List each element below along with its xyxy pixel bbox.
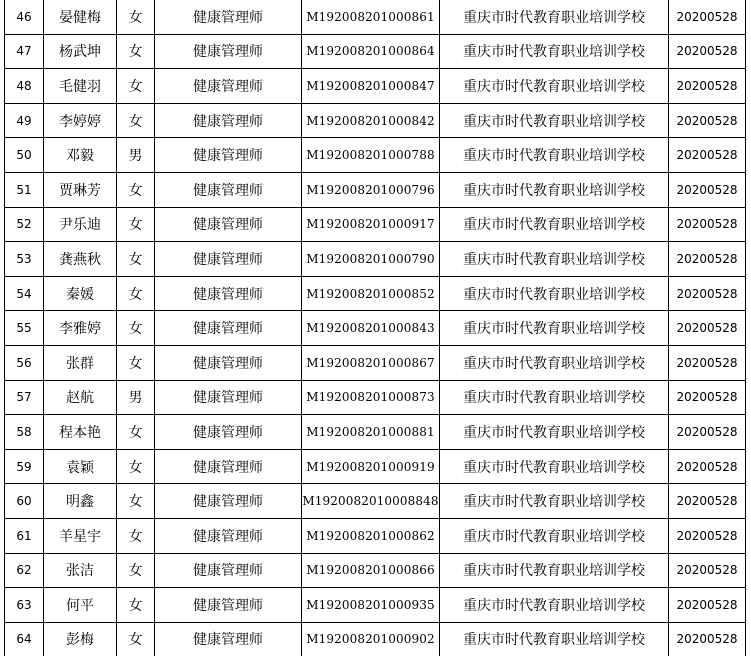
certificate-number-cell: M192008201000867 xyxy=(302,345,440,380)
gender-cell: 女 xyxy=(117,276,155,311)
certificate-number-cell: M192008201000852 xyxy=(302,276,440,311)
date-cell: 20200528 xyxy=(669,415,746,450)
row-number-cell: 52 xyxy=(5,207,44,242)
school-cell: 重庆市时代教育职业培训学校 xyxy=(440,276,669,311)
row-number-cell: 49 xyxy=(5,103,44,138)
certificate-number-cell: M1920082010008848 xyxy=(302,484,440,519)
gender-cell: 女 xyxy=(117,588,155,623)
gender-cell: 女 xyxy=(117,553,155,588)
date-cell: 20200528 xyxy=(669,69,746,104)
name-cell: 晏健梅 xyxy=(44,0,117,34)
school-cell: 重庆市时代教育职业培训学校 xyxy=(440,588,669,623)
school-cell: 重庆市时代教育职业培训学校 xyxy=(440,449,669,484)
row-number-cell: 54 xyxy=(5,276,44,311)
certificate-number-cell: M192008201000862 xyxy=(302,518,440,553)
row-number-cell: 51 xyxy=(5,172,44,207)
name-cell: 秦媛 xyxy=(44,276,117,311)
occupation-cell: 健康管理师 xyxy=(155,138,302,173)
name-cell: 张洁 xyxy=(44,553,117,588)
occupation-cell: 健康管理师 xyxy=(155,276,302,311)
occupation-cell: 健康管理师 xyxy=(155,553,302,588)
occupation-cell: 健康管理师 xyxy=(155,380,302,415)
occupation-cell: 健康管理师 xyxy=(155,207,302,242)
date-cell: 20200528 xyxy=(669,553,746,588)
table-row xyxy=(5,553,746,588)
gender-cell: 女 xyxy=(117,0,155,34)
row-number-cell: 60 xyxy=(5,484,44,519)
name-cell: 袁颖 xyxy=(44,449,117,484)
gender-cell: 女 xyxy=(117,69,155,104)
occupation-cell: 健康管理师 xyxy=(155,69,302,104)
table-row xyxy=(5,242,746,277)
certificate-number-cell: M192008201000842 xyxy=(302,103,440,138)
gender-cell: 女 xyxy=(117,311,155,346)
gender-cell: 女 xyxy=(117,345,155,380)
name-cell: 彭梅 xyxy=(44,622,117,656)
table-row xyxy=(5,518,746,553)
name-cell: 何平 xyxy=(44,588,117,623)
school-cell: 重庆市时代教育职业培训学校 xyxy=(440,415,669,450)
name-cell: 羊星宇 xyxy=(44,518,117,553)
school-cell: 重庆市时代教育职业培训学校 xyxy=(440,172,669,207)
row-number-cell: 62 xyxy=(5,553,44,588)
date-cell: 20200528 xyxy=(669,172,746,207)
certificate-number-cell: M192008201000790 xyxy=(302,242,440,277)
occupation-cell: 健康管理师 xyxy=(155,0,302,34)
certificate-roster-table xyxy=(4,0,746,656)
date-cell: 20200528 xyxy=(669,449,746,484)
certificate-number-cell: M192008201000864 xyxy=(302,34,440,69)
date-cell: 20200528 xyxy=(669,518,746,553)
occupation-cell: 健康管理师 xyxy=(155,588,302,623)
table-row xyxy=(5,69,746,104)
name-cell: 龚燕秋 xyxy=(44,242,117,277)
date-cell: 20200528 xyxy=(669,34,746,69)
school-cell: 重庆市时代教育职业培训学校 xyxy=(440,207,669,242)
date-cell: 20200528 xyxy=(669,207,746,242)
certificate-number-cell: M192008201000843 xyxy=(302,311,440,346)
date-cell: 20200528 xyxy=(669,138,746,173)
table-row xyxy=(5,311,746,346)
table-row xyxy=(5,276,746,311)
certificate-number-cell: M192008201000866 xyxy=(302,553,440,588)
date-cell: 20200528 xyxy=(669,484,746,519)
row-number-cell: 63 xyxy=(5,588,44,623)
table-row xyxy=(5,138,746,173)
table-row xyxy=(5,0,746,34)
row-number-cell: 58 xyxy=(5,415,44,450)
row-number-cell: 53 xyxy=(5,242,44,277)
date-cell: 20200528 xyxy=(669,242,746,277)
occupation-cell: 健康管理师 xyxy=(155,311,302,346)
gender-cell: 女 xyxy=(117,207,155,242)
row-number-cell: 61 xyxy=(5,518,44,553)
certificate-number-cell: M192008201000935 xyxy=(302,588,440,623)
school-cell: 重庆市时代教育职业培训学校 xyxy=(440,69,669,104)
row-number-cell: 48 xyxy=(5,69,44,104)
date-cell: 20200528 xyxy=(669,345,746,380)
occupation-cell: 健康管理师 xyxy=(155,415,302,450)
school-cell: 重庆市时代教育职业培训学校 xyxy=(440,103,669,138)
school-cell: 重庆市时代教育职业培训学校 xyxy=(440,34,669,69)
gender-cell: 女 xyxy=(117,34,155,69)
name-cell: 毛健羽 xyxy=(44,69,117,104)
date-cell: 20200528 xyxy=(669,622,746,656)
occupation-cell: 健康管理师 xyxy=(155,518,302,553)
certificate-number-cell: M192008201000873 xyxy=(302,380,440,415)
table-row xyxy=(5,103,746,138)
certificate-number-cell: M192008201000796 xyxy=(302,172,440,207)
school-cell: 重庆市时代教育职业培训学校 xyxy=(440,0,669,34)
date-cell: 20200528 xyxy=(669,311,746,346)
date-cell: 20200528 xyxy=(669,588,746,623)
gender-cell: 女 xyxy=(117,172,155,207)
occupation-cell: 健康管理师 xyxy=(155,242,302,277)
row-number-cell: 46 xyxy=(5,0,44,34)
gender-cell: 女 xyxy=(117,622,155,656)
roster-body xyxy=(5,0,746,656)
table-row xyxy=(5,622,746,656)
occupation-cell: 健康管理师 xyxy=(155,34,302,69)
occupation-cell: 健康管理师 xyxy=(155,103,302,138)
school-cell: 重庆市时代教育职业培训学校 xyxy=(440,484,669,519)
school-cell: 重庆市时代教育职业培训学校 xyxy=(440,242,669,277)
gender-cell: 女 xyxy=(117,449,155,484)
gender-cell: 男 xyxy=(117,380,155,415)
name-cell: 明鑫 xyxy=(44,484,117,519)
occupation-cell: 健康管理师 xyxy=(155,172,302,207)
name-cell: 杨武坤 xyxy=(44,34,117,69)
certificate-number-cell: M192008201000861 xyxy=(302,0,440,34)
table-row xyxy=(5,449,746,484)
school-cell: 重庆市时代教育职业培训学校 xyxy=(440,622,669,656)
name-cell: 贾琳芳 xyxy=(44,172,117,207)
row-number-cell: 59 xyxy=(5,449,44,484)
school-cell: 重庆市时代教育职业培训学校 xyxy=(440,345,669,380)
row-number-cell: 47 xyxy=(5,34,44,69)
occupation-cell: 健康管理师 xyxy=(155,345,302,380)
date-cell: 20200528 xyxy=(669,276,746,311)
occupation-cell: 健康管理师 xyxy=(155,622,302,656)
school-cell: 重庆市时代教育职业培训学校 xyxy=(440,138,669,173)
table-row xyxy=(5,484,746,519)
certificate-number-cell: M192008201000881 xyxy=(302,415,440,450)
row-number-cell: 56 xyxy=(5,345,44,380)
table-row xyxy=(5,172,746,207)
name-cell: 赵航 xyxy=(44,380,117,415)
gender-cell: 女 xyxy=(117,415,155,450)
table-row xyxy=(5,345,746,380)
certificate-number-cell: M192008201000788 xyxy=(302,138,440,173)
name-cell: 李雅婷 xyxy=(44,311,117,346)
table-row xyxy=(5,415,746,450)
gender-cell: 女 xyxy=(117,242,155,277)
name-cell: 尹乐迪 xyxy=(44,207,117,242)
date-cell: 20200528 xyxy=(669,0,746,34)
certificate-number-cell: M192008201000919 xyxy=(302,449,440,484)
table-row xyxy=(5,207,746,242)
school-cell: 重庆市时代教育职业培训学校 xyxy=(440,553,669,588)
occupation-cell: 健康管理师 xyxy=(155,449,302,484)
date-cell: 20200528 xyxy=(669,103,746,138)
certificate-number-cell: M192008201000902 xyxy=(302,622,440,656)
name-cell: 邓毅 xyxy=(44,138,117,173)
row-number-cell: 64 xyxy=(5,622,44,656)
gender-cell: 男 xyxy=(117,138,155,173)
occupation-cell: 健康管理师 xyxy=(155,484,302,519)
name-cell: 张群 xyxy=(44,345,117,380)
table-row xyxy=(5,380,746,415)
gender-cell: 女 xyxy=(117,103,155,138)
school-cell: 重庆市时代教育职业培训学校 xyxy=(440,518,669,553)
school-cell: 重庆市时代教育职业培训学校 xyxy=(440,311,669,346)
name-cell: 程本艳 xyxy=(44,415,117,450)
table-row xyxy=(5,34,746,69)
school-cell: 重庆市时代教育职业培训学校 xyxy=(440,380,669,415)
gender-cell: 女 xyxy=(117,484,155,519)
row-number-cell: 57 xyxy=(5,380,44,415)
gender-cell: 女 xyxy=(117,518,155,553)
table-row xyxy=(5,588,746,623)
certificate-number-cell: M192008201000847 xyxy=(302,69,440,104)
date-cell: 20200528 xyxy=(669,380,746,415)
certificate-number-cell: M192008201000917 xyxy=(302,207,440,242)
row-number-cell: 55 xyxy=(5,311,44,346)
row-number-cell: 50 xyxy=(5,138,44,173)
name-cell: 李婷婷 xyxy=(44,103,117,138)
